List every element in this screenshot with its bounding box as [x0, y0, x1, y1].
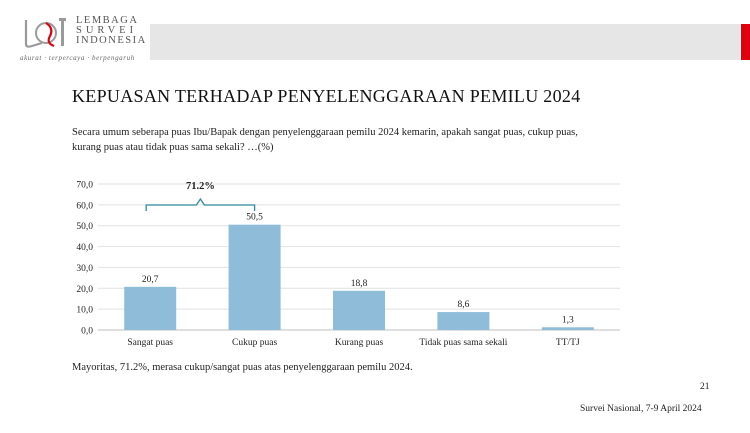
y-tick-label: 70,0 [76, 180, 93, 191]
y-tick-label: 10,0 [76, 305, 93, 316]
x-category-label: Tidak puas sama sekali [419, 338, 508, 348]
bar [542, 327, 594, 330]
y-tick-label: 40,0 [76, 243, 93, 254]
x-category-label: Sangat puas [127, 338, 174, 348]
bar-value-label: 20,7 [141, 274, 159, 285]
y-tick-label: 60,0 [76, 201, 93, 212]
page-number: 21 [700, 382, 710, 392]
bar [437, 312, 489, 330]
chart-bars [124, 225, 594, 330]
bracket-label: 71.2% [185, 181, 215, 192]
y-tick-label: 30,0 [76, 263, 93, 274]
x-category-label: Cukup puas [232, 338, 278, 348]
x-axis-labels [127, 338, 580, 348]
question-line-2: kurang puas atau tidak puas sama sekali? …(%) [72, 142, 274, 153]
bar [333, 291, 385, 330]
x-category-label: Kurang puas [334, 338, 384, 348]
bar-value-label: 18,8 [350, 278, 368, 289]
footer-text: Survei Nasional, 7-9 April 2024 [580, 404, 702, 414]
logo-line-1: LEMBAGA [76, 15, 139, 26]
logo-tagline: akurat · terpercaya · berpengaruh [20, 54, 135, 62]
logo-line-3: INDONESIA [76, 35, 147, 46]
bar [229, 225, 281, 330]
y-tick-label: 20,0 [76, 284, 93, 295]
summary-text: Mayoritas, 71.2%, merasa cukup/sangat puas atas penyelenggaraan pemilu 2024. [72, 362, 413, 373]
bar-value-label: 8,6 [457, 300, 470, 311]
bar-value-label: 1,3 [561, 315, 574, 326]
y-axis-ticks [76, 181, 93, 337]
y-tick-label: 50,0 [76, 222, 93, 233]
x-category-label: TT/TJ [555, 338, 580, 348]
chart-bracket [146, 181, 254, 211]
bar [124, 287, 176, 330]
question-line-1: Secara umum seberapa puas Ibu/Bapak dengan penyelenggaraan pemilu 2024 kemarin, apakah sangat puas, cukup puas, [72, 127, 578, 138]
y-tick-label: 0,0 [81, 326, 93, 337]
logo-line-2: SURVEI [76, 25, 138, 36]
slide-title: KEPUASAN TERHADAP PENYELENGGARAAN PEMILU 2024 [72, 86, 581, 106]
bar-value-label: 50,5 [246, 212, 263, 223]
